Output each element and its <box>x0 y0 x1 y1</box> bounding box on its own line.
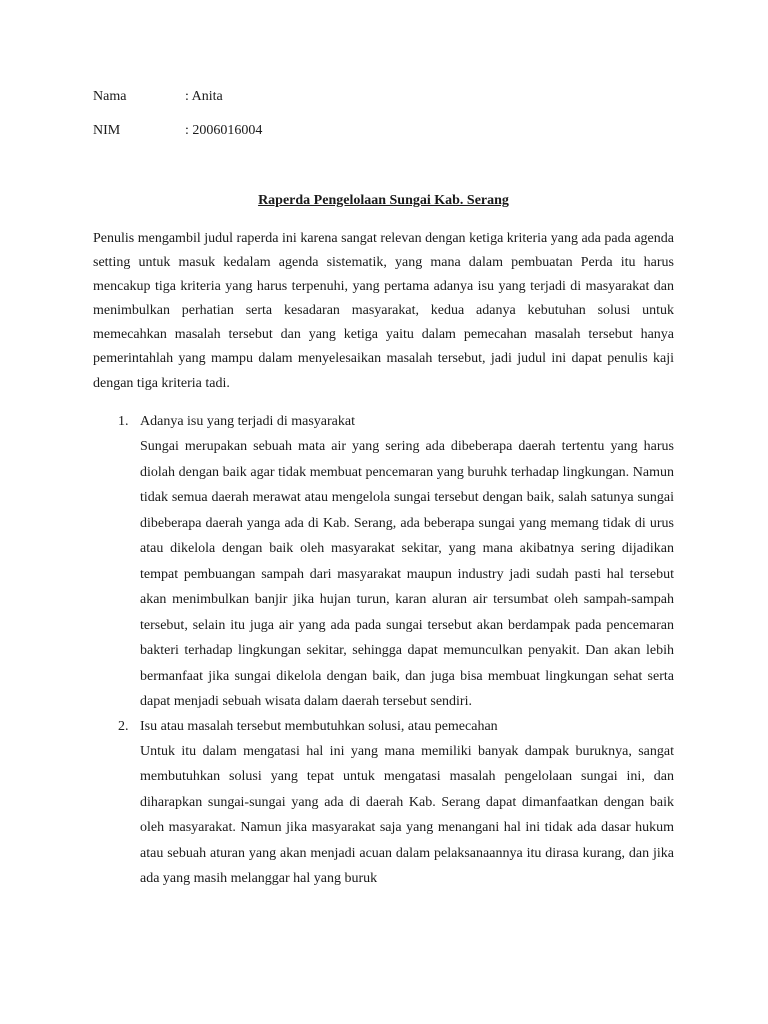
criteria-list <box>93 410 674 892</box>
nim-value: : 2006016004 <box>185 123 263 138</box>
list-item-body: Untuk itu dalam mengatasi hal ini yang mana memiliki banyak dampak buruknya, sangat membutuhkan solusi yang tepat untuk mengatasi masalah pengelolaan sungai ini, dan diharapkan sungai-sungai yang ada di daerah Kab. Serang dapat dimanfaatkan dengan baik oleh masyarakat. Namun jika masyarakat saja yang menangani hal ini tidak ada dasar hukum atau sebuah aturan yang akan menjadi acuan dalam pelaksanaannya itu dirasa kurang, dan jika ada yang masih melanggar hal yang buruk <box>140 743 674 887</box>
list-item-heading: Adanya isu yang terjadi di masyarakat <box>140 414 355 429</box>
list-item-heading: Isu atau masalah tersebut membutuhkan solusi, atau pemecahan <box>140 718 498 734</box>
name-label: Nama <box>93 89 127 104</box>
name-value: : Anita <box>185 89 223 104</box>
nim-label: NIM <box>93 123 121 138</box>
list-item-body: Sungai merupakan sebuah mata air yang sering ada dibeberapa daerah tertentu yang harus diolah dengan baik agar tidak membuat pencemaran yang buruhk terhadap lingkungan. Namun tidak semua daerah merawat atau mengelola sungai tersebut dengan baik, salah satunya sungai dibeberapa daerah yanga ada di Kab. Serang, ada beberapa sungai yang memang tidak di urus atau dikelola dengan baik oleh masyarakat sekitar, yang mana akibatnya sering dijadikan tempat pembuangan sampah dari masyarakat maupun industry jadi sudah pasti hal tersebut akan menimbulkan banjir jika hujan turun, karan aluran air tersumbat oleh sampah-sampah tersebut, selain itu juga air yang ada pada sungai tersebut akan berdampak pada pencemaran bakteri terhadap lingkungan sekitar, sehingga dapat memunculkan penyakit. Dan akan lebih bermanfaat jika sungai dikelola dengan baik, dan juga bisa membuat lingkungan sehat serta dapat menjadi sebuah wisata dalam daerah tersebut sendiri. <box>140 439 674 710</box>
list-item <box>93 410 674 715</box>
nim-row <box>93 122 262 140</box>
document-title: Raperda Pengelolaan Sungai Kab. Serang <box>258 193 509 208</box>
list-item-number: 1. <box>118 414 129 429</box>
name-row <box>93 88 223 106</box>
list-item <box>93 715 674 892</box>
intro-paragraph: Penulis mengambil judul raperda ini karena sangat relevan dengan ketiga kriteria yang ada pada agenda setting untuk masuk kedalam agenda sistematik, yang mana dalam pembuatan Perda itu harus mencakup tiga kriteria yang harus terpenuhi, yang pertama adanya isu yang terjadi di masyarakat dan menimbulkan perhatian serta kesadaran masyarakat, kedua adanya kebutuhan solusi untuk memecahkan masalah tersebut dan yang ketiga yaitu dalam pemecahan masalah tersebut hanya pemerintahlah yang mampu dalam menyelesaikan masalah tersebut, jadi judul ini dapat penulis kaji dengan tiga kriteria tadi. <box>93 231 674 391</box>
list-item-number: 2. <box>118 718 129 734</box>
